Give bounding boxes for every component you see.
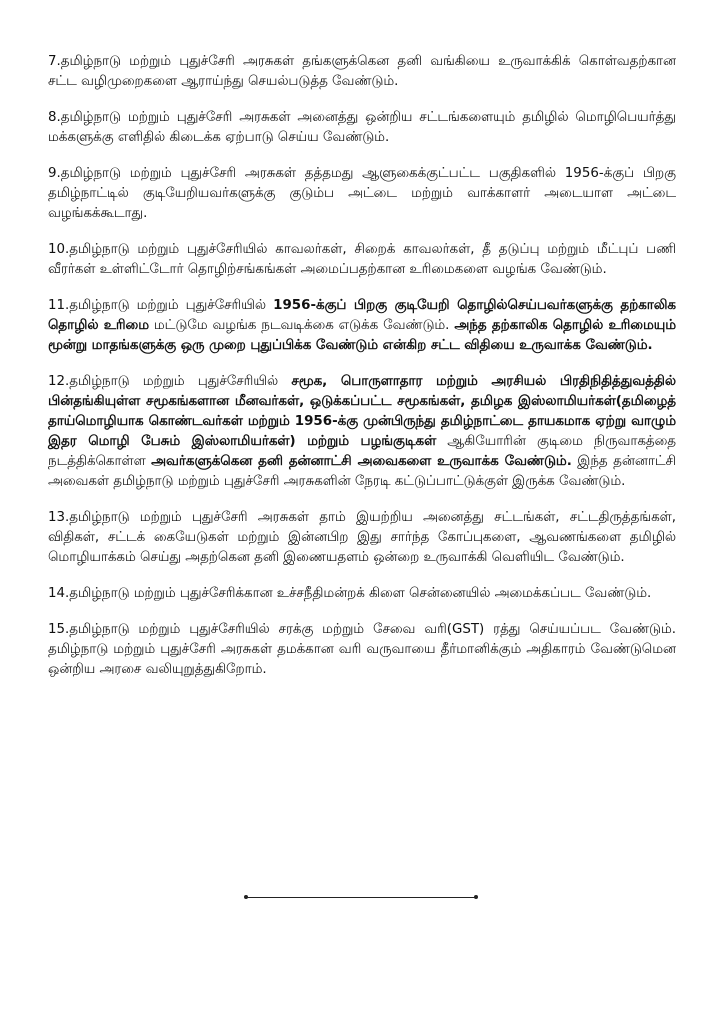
paragraph-11: 11.தமிழ்நாடு மற்றும் புதுச்சேரியில் 1956-க்குப் பிறகு குடியேறி தொழில்செய்பவர்களுக்கு தற்காலிக தொழில் உரிமை மட்டுமே வழங்க நடவடிக்கை எடுக்க வேண்டும். அந்த தற்காலிக தொழில் உரிமையும் மூன்று மாதங்களுக்கு ஒரு முறை புதுப்பிக்க வேண்டும் என்கிற சட்ட விதியை உருவாக்க வேண்டும். xyxy=(48,298,676,353)
paragraph-8: 8.தமிழ்நாடு மற்றும் புதுச்சேரி அரசுகள் அனைத்து ஒன்றிய சட்டங்களையும் தமிழில் மொழிபெயர்த்து மக்களுக்கு எளிதில் கிடைக்க ஏற்பாடு செய்ய வேண்டும். xyxy=(48,110,676,145)
paragraph-14: 14.தமிழ்நாடு மற்றும் புதுச்சேரிக்கான உச்சநீதிமன்றக் கிளை சென்னையில் அமைக்கப்பட வேண்டும். xyxy=(48,586,652,601)
end-divider xyxy=(246,897,476,898)
paragraph-13: 13.தமிழ்நாடு மற்றும் புதுச்சேரி அரசுகள் தாம் இயற்றிய அனைத்து சட்டங்கள், சட்டதிருத்தங்கள், விதிகள், சட்டக் கையேடுகள் மற்றும் இன்னபிற இது சார்ந்த கோப்புகளை, ஆவணங்களை தமிழில் மொழியாக்கம் செய்து அதற்கென தனி இணையதளம் ஒன்றை உருவாக்கி வெளியிட வேண்டும். xyxy=(48,510,676,565)
paragraph-9: 9.தமிழ்நாடு மற்றும் புதுச்சேரி அரசுகள் தத்தமது ஆளுகைக்குட்பட்ட பகுதிகளில் 1956-க்குப் பிறகு தமிழ்நாட்டில் குடியேறியவர்களுக்கு குடும்ப அட்டை மற்றும் வாக்காளர் அடையாள அட்டை வழங்கக்கூடாது. xyxy=(48,166,676,221)
paragraph-10: 10.தமிழ்நாடு மற்றும் புதுச்சேரியில் காவலர்கள், சிறைக் காவலர்கள், தீ தடுப்பு மற்றும் மீட்புப் பணி வீரர்கள் உள்ளிட்டோர் தொழிற்சங்கங்கள் அமைப்பதற்கான உரிமைகளை வழங்க வேண்டும். xyxy=(48,242,676,277)
paragraph-12: 12.தமிழ்நாடு மற்றும் புதுச்சேரியில் சமூக, பொருளாதார மற்றும் அரசியல் பிரதிநிதித்துவத்தில் பின்தங்கியுள்ள சமூகங்களான மீனவர்கள், ஒடுக்கப்பட்ட சமூகங்கள், தமிழக இஸ்லாமியர்கள்(தமிழைத் தாய்மொழியாக கொண்டவர்கள் மற்றும் 1956-க்கு முன்பிருந்து தமிழ்நாட்டை தாயகமாக ஏற்று வாழும் இதர மொழி பேசும் இஸ்லாமியர்கள்) மற்றும் பழங்குடிகள் ஆகியோரின் குடிமை நிருவாகத்தை நடத்திக்கொள்ள அவர்களுக்கென தனி தன்னாட்சி அவைகளை உருவாக்க வேண்டும். இந்த தன்னாட்சி அவைகள் தமிழ்நாடு மற்றும் புதுச்சேரி அரசுகளின் நேரடி கட்டுப்பாட்டுக்குள் இருக்க வேண்டும். xyxy=(48,374,677,489)
paragraph-15: 15.தமிழ்நாடு மற்றும் புதுச்சேரியில் சரக்கு மற்றும் சேவை வரி(GST) ரத்து செய்யப்பட வேண்டும். தமிழ்நாடு மற்றும் புதுச்சேரி அரசுகள் தமக்கான வரி வருவாயை தீர்மானிக்கும் அதிகாரம் வேண்டுமென ஒன்றிய அரசை வலியுறுத்துகிறோம். xyxy=(48,622,676,677)
paragraph-7: 7.தமிழ்நாடு மற்றும் புதுச்சேரி அரசுகள் தங்களுக்கென தனி வங்கியை உருவாக்கிக் கொள்வதற்கான சட்ட வழிமுறைகளை ஆராய்ந்து செயல்படுத்த வேண்டும். xyxy=(48,54,676,89)
